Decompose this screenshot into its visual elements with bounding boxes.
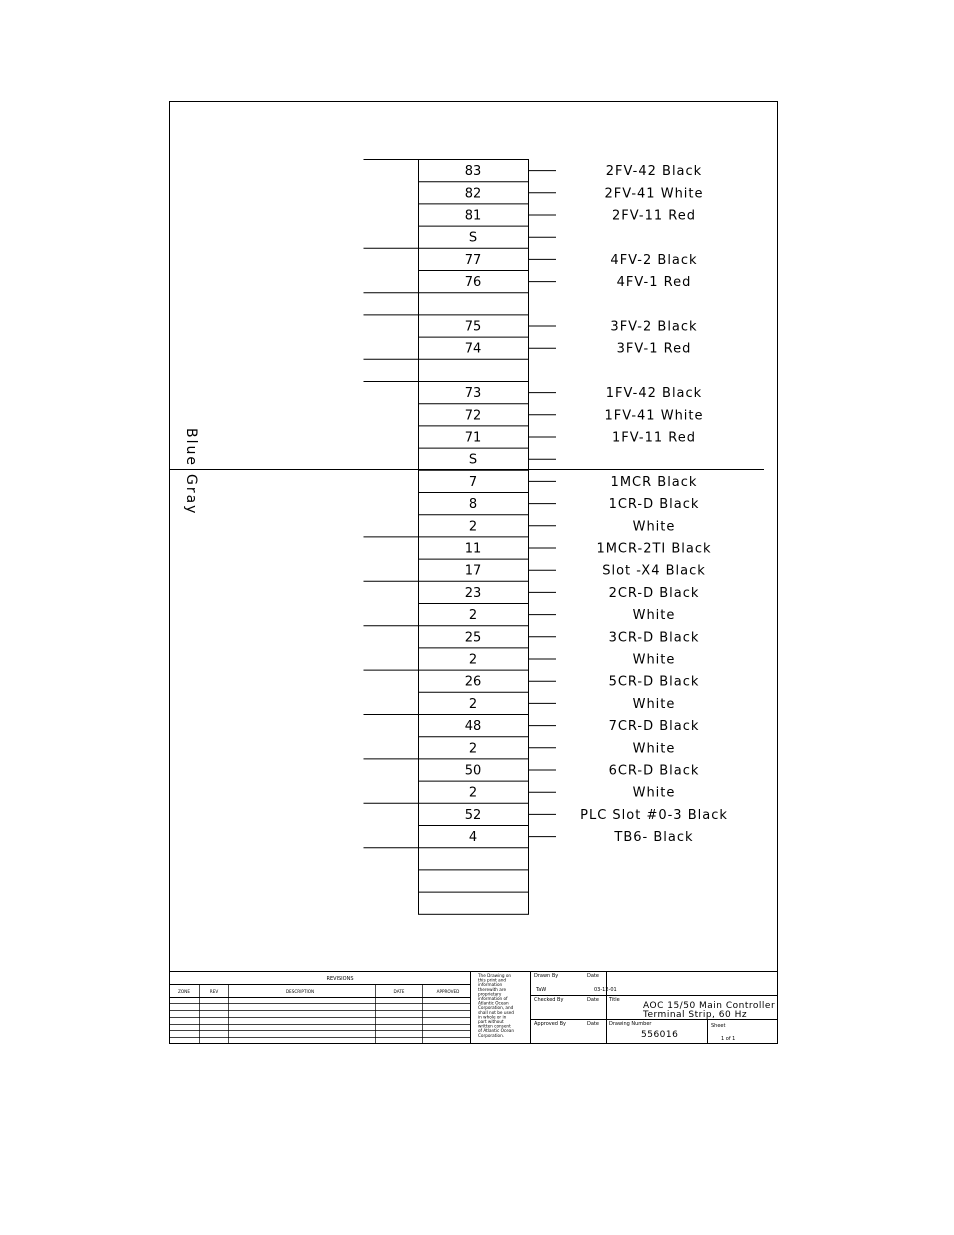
terminal-number: 76 (464, 275, 482, 291)
blue-label: Blue (183, 428, 199, 467)
wire-label: 2FV-11 Red (612, 208, 696, 224)
notice-line: this print and (478, 977, 507, 983)
proprietary-notice (477, 973, 514, 1038)
revisions-header: REVISIONS (326, 976, 354, 982)
wire-label: White (632, 785, 676, 801)
notice-line: The Drawing on (478, 973, 512, 978)
terminal-number: 2 (468, 519, 478, 535)
terminal-number: 52 (464, 807, 482, 823)
terminal-number: 4 (468, 830, 478, 846)
gray-label: Gray (183, 474, 199, 516)
revisions-table (170, 976, 471, 1044)
approved-by-label: Approved By (534, 1021, 566, 1027)
drawing-number-value: 556016 (641, 1030, 679, 1040)
terminal-number: 8 (468, 497, 478, 513)
wire-label: 1MCR-2TI Black (596, 541, 712, 557)
wire-label: Slot -X4 Black (602, 563, 706, 579)
terminal-number: 77 (464, 252, 482, 268)
title-line-2: Terminal Strip, 60 Hz (643, 1010, 748, 1020)
wire-label: 1FV-41 White (604, 408, 704, 424)
title-line-1: AOC 15/50 Main Controller (643, 1001, 776, 1011)
notice-line: Corporation. (478, 1032, 505, 1038)
terminal-number: 26 (464, 674, 482, 690)
col-rev: REV (209, 989, 219, 994)
wire-label: 4FV-2 Black (610, 252, 698, 268)
wire-label: 1FV-11 Red (612, 430, 696, 446)
notice-line: Atlantic Ocean (478, 1000, 509, 1006)
wire-label: White (632, 696, 676, 712)
notice-line: part without (478, 1019, 504, 1024)
col-date: DATE (393, 989, 405, 994)
wire-label: 3FV-1 Red (616, 341, 692, 357)
terminal-number: 82 (464, 186, 482, 202)
terminal-number: 25 (464, 630, 482, 646)
approved-date-label: Date (587, 1021, 599, 1027)
wire-label: 7CR-D Black (608, 719, 700, 735)
checked-date-label: Date (587, 997, 599, 1003)
sheet-label: Sheet (711, 1023, 726, 1029)
col-description: DESCRIPTION (285, 989, 315, 994)
wire-label: White (632, 519, 676, 535)
terminal-number: 17 (464, 563, 482, 579)
title-block (170, 972, 778, 1044)
wire-label: 2FV-41 White (604, 186, 704, 202)
terminal-number: 2 (468, 785, 478, 801)
terminal-number: 83 (464, 164, 482, 180)
col-approved: APPROVED (436, 989, 460, 994)
title-label: Title (609, 997, 620, 1003)
wire-label: 4FV-1 Red (616, 275, 692, 291)
terminal-number: 11 (464, 541, 482, 557)
notice-line: written consent (478, 1023, 511, 1029)
notice-line: therewith are (478, 986, 507, 992)
wire-label: 5CR-D Black (608, 674, 700, 690)
notice-line: in whole or in (478, 1014, 507, 1020)
terminal-number: 2 (468, 608, 478, 624)
wire-label: 1MCR Black (610, 474, 698, 490)
terminal-number: 73 (464, 386, 482, 402)
notice-line: information (478, 982, 503, 988)
terminal-number: S (468, 452, 478, 468)
terminal-number: 71 (464, 430, 482, 446)
terminal-number: 2 (468, 741, 478, 757)
notice-line: information of (478, 996, 508, 1001)
wire-label: 1CR-D Black (608, 497, 700, 513)
terminal-number: 72 (464, 408, 482, 424)
wire-label: 2FV-42 Black (605, 164, 703, 180)
terminal-number: 50 (464, 763, 482, 779)
wire-label: White (632, 608, 676, 624)
drawing-number-label: Drawing Number (609, 1021, 652, 1027)
wire-label: White (632, 741, 676, 757)
wire-label: White (632, 652, 676, 668)
terminal-number: 7 (468, 474, 478, 490)
drawn-by-label: Drawn By (534, 973, 559, 979)
terminal-number: 81 (464, 208, 482, 224)
col-zone: ZONE (178, 989, 190, 994)
terminal-number: S (468, 230, 478, 246)
wire-label: 2CR-D Black (608, 585, 700, 601)
notice-line: shall not be used (478, 1009, 514, 1015)
terminal-number: 23 (464, 585, 482, 601)
wire-label: 6CR-D Black (608, 763, 700, 779)
drawn-by-value: TaW (536, 987, 547, 993)
notice-line: proprietary (478, 991, 502, 997)
terminal-number: 74 (464, 341, 482, 357)
terminal-number: 75 (464, 319, 482, 335)
terminal-strip (364, 160, 728, 915)
drawn-date-label: Date (587, 973, 599, 979)
terminal-number: 2 (468, 652, 478, 668)
notice-line: of Atlantic Ocean (478, 1028, 515, 1034)
terminal-number: 2 (468, 696, 478, 712)
wire-label: 1FV-42 Black (605, 386, 703, 402)
terminal-number: 48 (464, 719, 482, 735)
wire-label: 3FV-2 Black (610, 319, 698, 335)
drawn-date-value: 03-12-01 (594, 987, 617, 993)
wire-label: PLC Slot #0-3 Black (580, 807, 728, 823)
sheet-value: 1 of 1 (721, 1036, 736, 1042)
wire-label: TB6- Black (614, 830, 694, 846)
checked-by-label: Checked By (534, 997, 564, 1003)
notice-line: Corporation, and (478, 1005, 514, 1011)
wire-label: 3CR-D Black (608, 630, 700, 646)
